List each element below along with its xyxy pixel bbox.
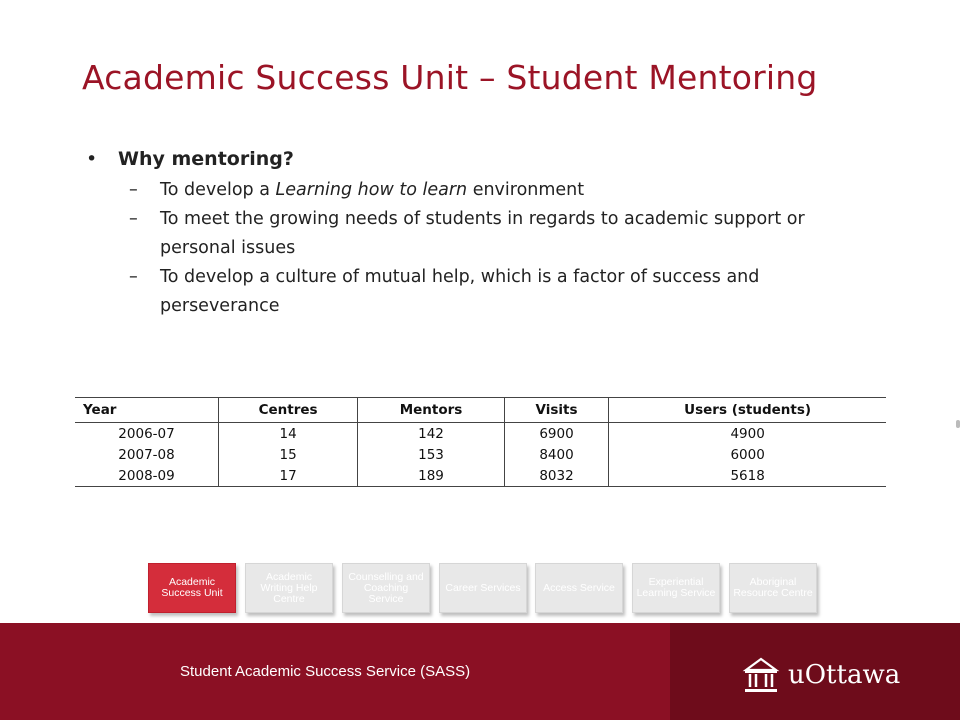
footer-label: Student Academic Success Service (SASS) [180, 663, 471, 680]
unit-career-services[interactable]: Career Services [439, 563, 527, 613]
bullet-dot: • [86, 148, 98, 170]
unit-access-service[interactable]: Access Service [535, 563, 623, 613]
table-row [75, 423, 886, 445]
cell-centres: 15 [219, 444, 358, 465]
edge-mark [956, 420, 960, 428]
table-header-row [75, 398, 886, 423]
cell-visits: 8032 [504, 465, 608, 487]
cell-year: 2007-08 [118, 446, 175, 463]
cell-centres: 17 [219, 465, 358, 487]
bullet-text: Why mentoring? [118, 148, 294, 170]
cell-users: 4900 [609, 423, 886, 445]
unit-counselling-coaching[interactable]: Counselling and Coaching Service [342, 563, 430, 613]
sub-item-1 [86, 176, 876, 205]
cell-mentors: 142 [358, 423, 505, 445]
cell-users: 6000 [609, 444, 886, 465]
header-year: Year [75, 398, 219, 423]
table-row [75, 465, 886, 487]
bullet-item [86, 148, 876, 170]
slide-title: Academic Success Unit – Student Mentoring [82, 58, 818, 97]
unit-experiential-learning[interactable]: Experiential Learning Service [632, 563, 720, 613]
sub-item-3 [86, 263, 876, 321]
header-mentors: Mentors [358, 398, 505, 423]
sub-item-3-text: To develop a culture of mutual help, which is a factor of success and perseverance [160, 267, 760, 316]
cell-users: 5618 [609, 465, 886, 487]
sub-item-2-text: To meet the growing needs of students in regards to academic support or personal issues [160, 209, 805, 258]
dash-marker: – [129, 267, 138, 287]
sub-item-1-italic: Learning how to learn [275, 180, 468, 200]
university-building-icon [742, 655, 780, 695]
cell-centres: 14 [219, 423, 358, 445]
sub-item-1-text-before: To develop a [160, 180, 276, 200]
service-units-row [148, 563, 828, 615]
cell-visits: 8400 [504, 444, 608, 465]
unit-academic-success[interactable]: Academic Success Unit [148, 563, 236, 613]
header-visits: Visits [504, 398, 608, 423]
uottawa-logo [742, 653, 900, 697]
slide-content [86, 148, 876, 321]
cell-year: 2008-09 [75, 465, 219, 487]
sub-item-2 [86, 205, 876, 263]
cell-year: 2006-07 [118, 425, 175, 442]
mentoring-stats-table [75, 397, 886, 487]
sub-item-1-text-after: environment [467, 180, 585, 200]
header-centres: Centres [219, 398, 358, 423]
unit-aboriginal-resource[interactable]: Aboriginal Resource Centre [729, 563, 817, 613]
dash-marker: – [129, 209, 138, 229]
logo-wordmark: uOttawa [788, 660, 901, 690]
cell-mentors: 153 [358, 444, 505, 465]
cell-visits: 6900 [504, 423, 608, 445]
dash-marker: – [129, 180, 138, 200]
table-row [75, 444, 886, 465]
unit-academic-writing[interactable]: Academic Writing Help Centre [245, 563, 333, 613]
cell-mentors: 189 [358, 465, 505, 487]
footer-bar [0, 623, 960, 720]
header-users: Users (students) [609, 398, 886, 423]
